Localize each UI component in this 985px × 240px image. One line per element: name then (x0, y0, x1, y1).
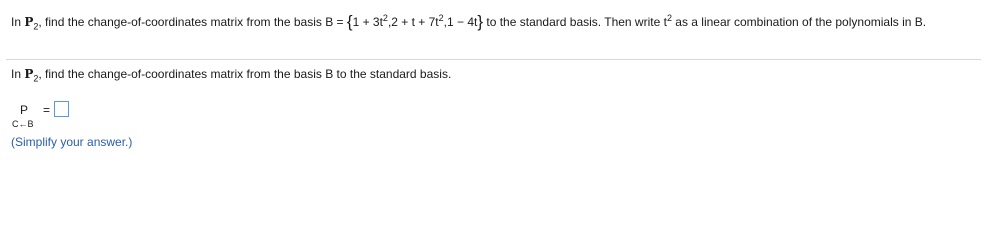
subpart-space-index: 2 (33, 73, 39, 84)
question-text-2: , find the change-of-coordinates matrix from the basis B = (38, 15, 347, 29)
basis-brace-open: { (346, 12, 353, 31)
polynomial-space-index: 2 (33, 21, 39, 32)
basis-term-1: 1 + 3t (352, 15, 383, 29)
equals-sign: = (43, 103, 51, 117)
subpart-text-2: , find the change-of-coordinates matrix from the basis B to the standard basis. (38, 67, 452, 81)
basis-term-2-exponent: 2 (438, 13, 444, 23)
basis-brace-close: } (477, 12, 484, 31)
subpart-intro: In (11, 67, 25, 81)
basis-term-3: ,1 − 4t (443, 15, 478, 29)
basis-term-1-exponent: 2 (382, 13, 388, 23)
question-intro: In (11, 15, 25, 29)
divider (6, 59, 981, 60)
question-text-3: to the standard basis. Then write t (483, 15, 667, 29)
subpart-space-symbol: P (24, 67, 34, 81)
simplify-hint: (Simplify your answer.) (11, 135, 133, 149)
question-text-4: as a linear combination of the polynomials in B. (671, 15, 927, 29)
question-text (11, 12, 976, 32)
basis-term-2: ,2 + t + 7t (387, 15, 439, 29)
polynomial-space-symbol: P (24, 15, 34, 29)
subpart-text (11, 66, 451, 82)
t-exponent: 2 (666, 13, 672, 23)
matrix-subscript: C←B (12, 119, 34, 129)
matrix-label: P (20, 103, 29, 117)
answer-input-box[interactable] (54, 101, 69, 117)
